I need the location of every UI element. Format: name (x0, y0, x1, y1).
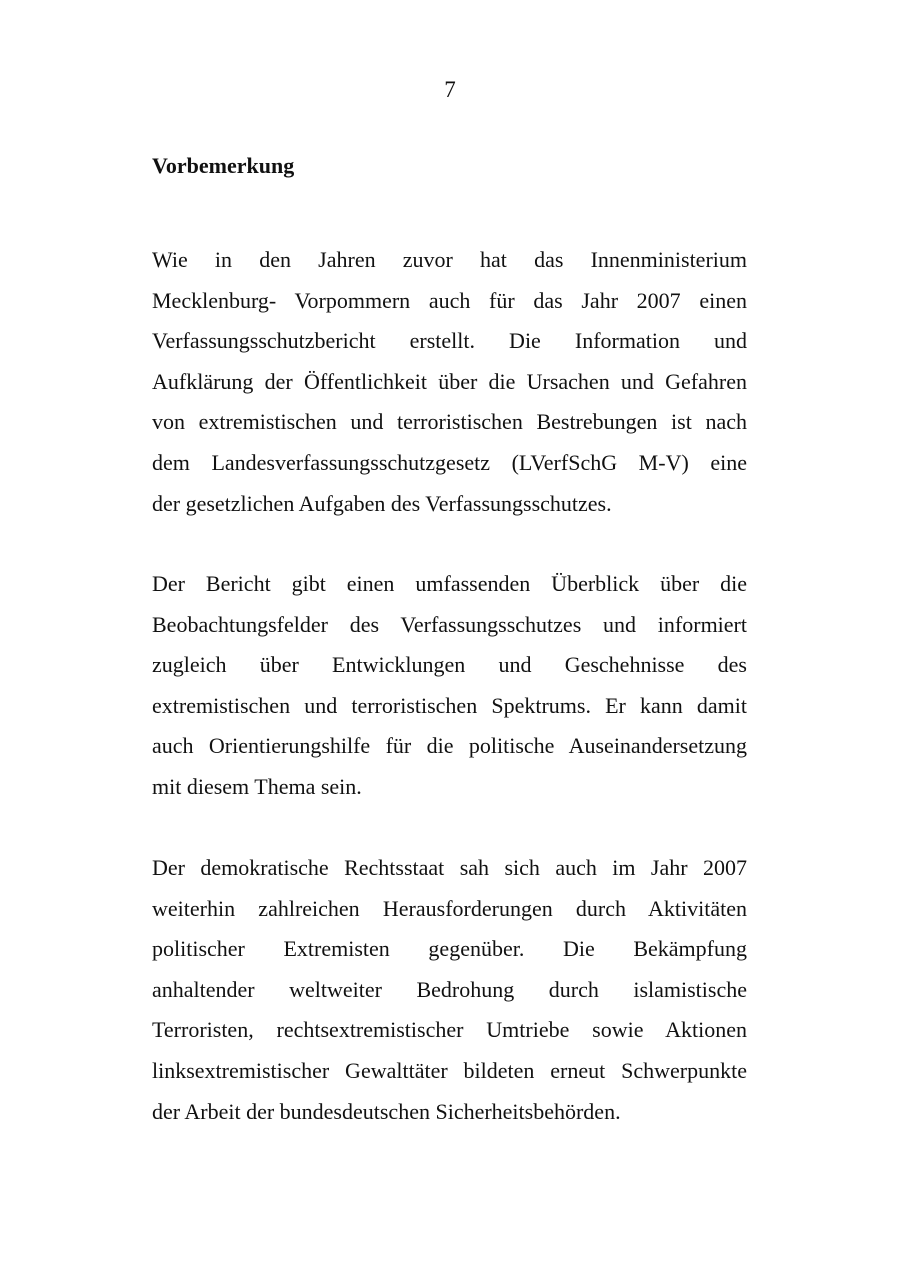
text-line: linksextremistischer Gewalttäter bildeten erneut Schwerpunkte (152, 1057, 747, 1083)
section-heading: Vorbemerkung (152, 153, 295, 178)
paragraph-3 (152, 848, 747, 1132)
text-line: Der Bericht gibt einen umfassenden Überblick über die (152, 571, 747, 596)
text-line: von extremistischen und terroristischen Bestrebungen ist nach (152, 409, 747, 435)
page-number: 7 (444, 77, 456, 102)
text-line: Aufklärung der Öffentlichkeit über die Ursachen und Gefahren (152, 368, 747, 394)
paragraph-1 (152, 240, 747, 524)
paragraph-2 (152, 564, 747, 808)
text-line: Wie in den Jahren zuvor hat das Innenministerium (152, 247, 747, 272)
text-line: Terroristen, rechtsextremistischer Umtriebe sowie Aktionen (152, 1017, 747, 1043)
text-line: mit diesem Thema sein. (152, 773, 362, 799)
text-line: Verfassungsschutzbericht erstellt. Die Information und (152, 328, 747, 354)
text-line: politischer Extremisten gegenüber. Die Bekämpfung (152, 936, 747, 962)
text-line: Mecklenburg- Vorpommern auch für das Jahr 2007 einen (152, 287, 747, 313)
text-line: zugleich über Entwicklungen und Geschehnisse des (152, 652, 747, 678)
text-line: weiterhin zahlreichen Herausforderungen durch Aktivitäten (152, 895, 747, 921)
text-line: Beobachtungsfelder des Verfassungsschutzes und informiert (152, 611, 747, 637)
text-line: auch Orientierungshilfe für die politische Auseinandersetzung (152, 733, 747, 759)
text-line: Der demokratische Rechtsstaat sah sich auch im Jahr 2007 (152, 855, 747, 880)
text-line: der Arbeit der bundesdeutschen Sicherheitsbehörden. (152, 1098, 621, 1124)
text-line: anhaltender weltweiter Bedrohung durch islamistische (152, 976, 747, 1002)
text-line: dem Landesverfassungsschutzgesetz (LVerfSchG M-V) eine (152, 449, 747, 475)
text-line: der gesetzlichen Aufgaben des Verfassungsschutzes. (152, 490, 612, 516)
text-line: extremistischen und terroristischen Spektrums. Er kann damit (152, 692, 747, 718)
